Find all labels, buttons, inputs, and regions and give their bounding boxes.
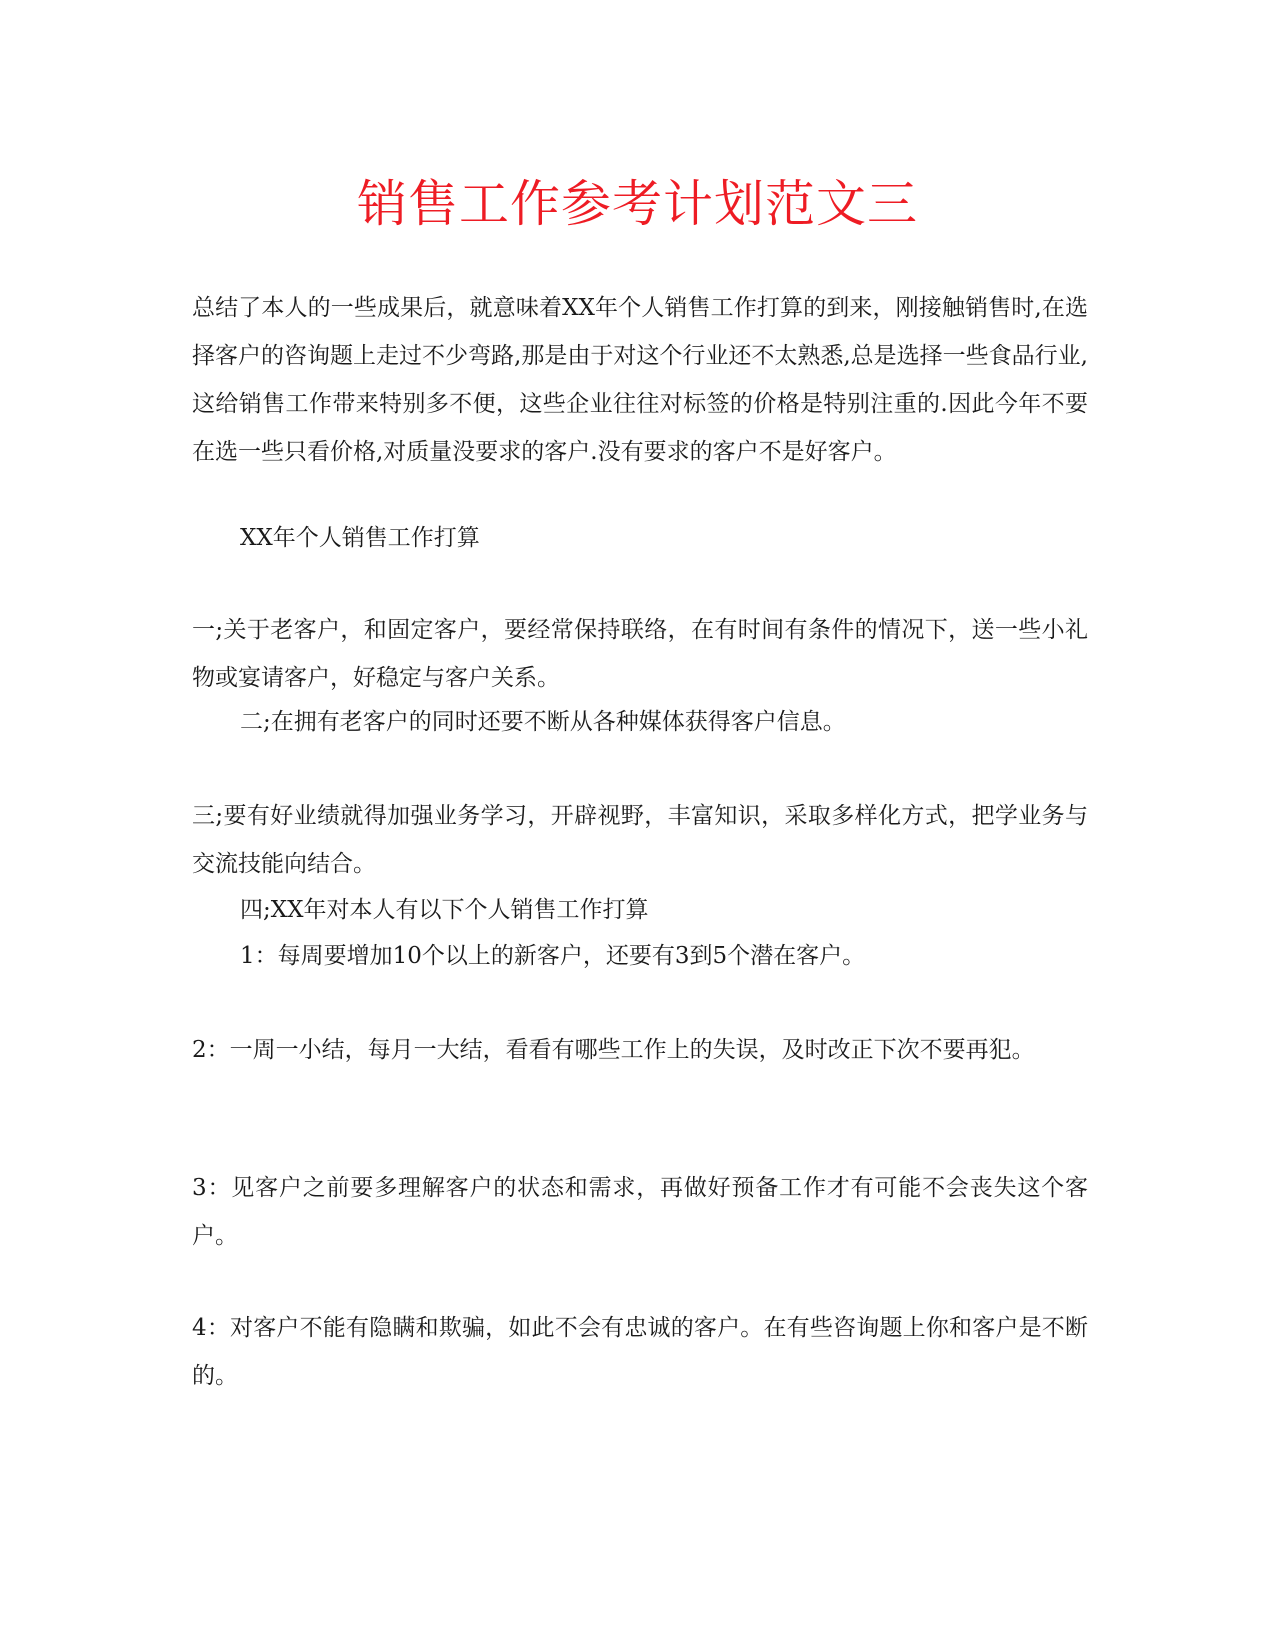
- sub-item-2: 2：一周一小结，每月一大结，看看有哪些工作上的失误，及时改正下次不要再犯。: [192, 1037, 1035, 1063]
- sub-item-4: 4：对客户不能有隐瞒和欺骗，如此不会有忠诚的客户。在有些咨询题上你和客户是不断的。: [192, 1315, 1088, 1389]
- sub-item-1: 1：每周要增加10个以上的新客户，还要有3到5个潜在客户。: [240, 943, 866, 969]
- sub-item-3: 3：见客户之前要多理解客户的状态和需求，再做好预备工作才有可能不会丧失这个客户。: [192, 1175, 1088, 1249]
- plan-item-3: 三;要有好业绩就得加强业务学习，开辟视野，丰富知识，采取多样化方式，把学业务与交流技能向结合。: [192, 803, 1088, 877]
- section-heading: XX年个人销售工作打算: [240, 525, 480, 551]
- plan-item-1: 一;关于老客户，和固定客户，要经常保持联络，在有时间有条件的情况下，送一些小礼物或宴请客户，好稳定与客户关系。: [192, 617, 1088, 691]
- document-title: 销售工作参考计划范文三: [357, 175, 918, 233]
- intro-paragraph: 总结了本人的一些成果后，就意味着XX年个人销售工作打算的到来，刚接触销售时,在选择客户的咨询题上走过不少弯路,那是由于对这个行业还不太熟悉,总是选择一些食品行业,这给销售工作带来特别多不便，这些企业往往对标签的价格是特别注重的.因此今年不要在选一些只看价格,对质量没要求的客户.没有要求的客户不是好客户。: [192, 295, 1088, 465]
- plan-item-2: 二;在拥有老客户的同时还要不断从各种媒体获得客户信息。: [240, 709, 846, 735]
- plan-item-4: 四;XX年对本人有以下个人销售工作打算: [240, 897, 649, 923]
